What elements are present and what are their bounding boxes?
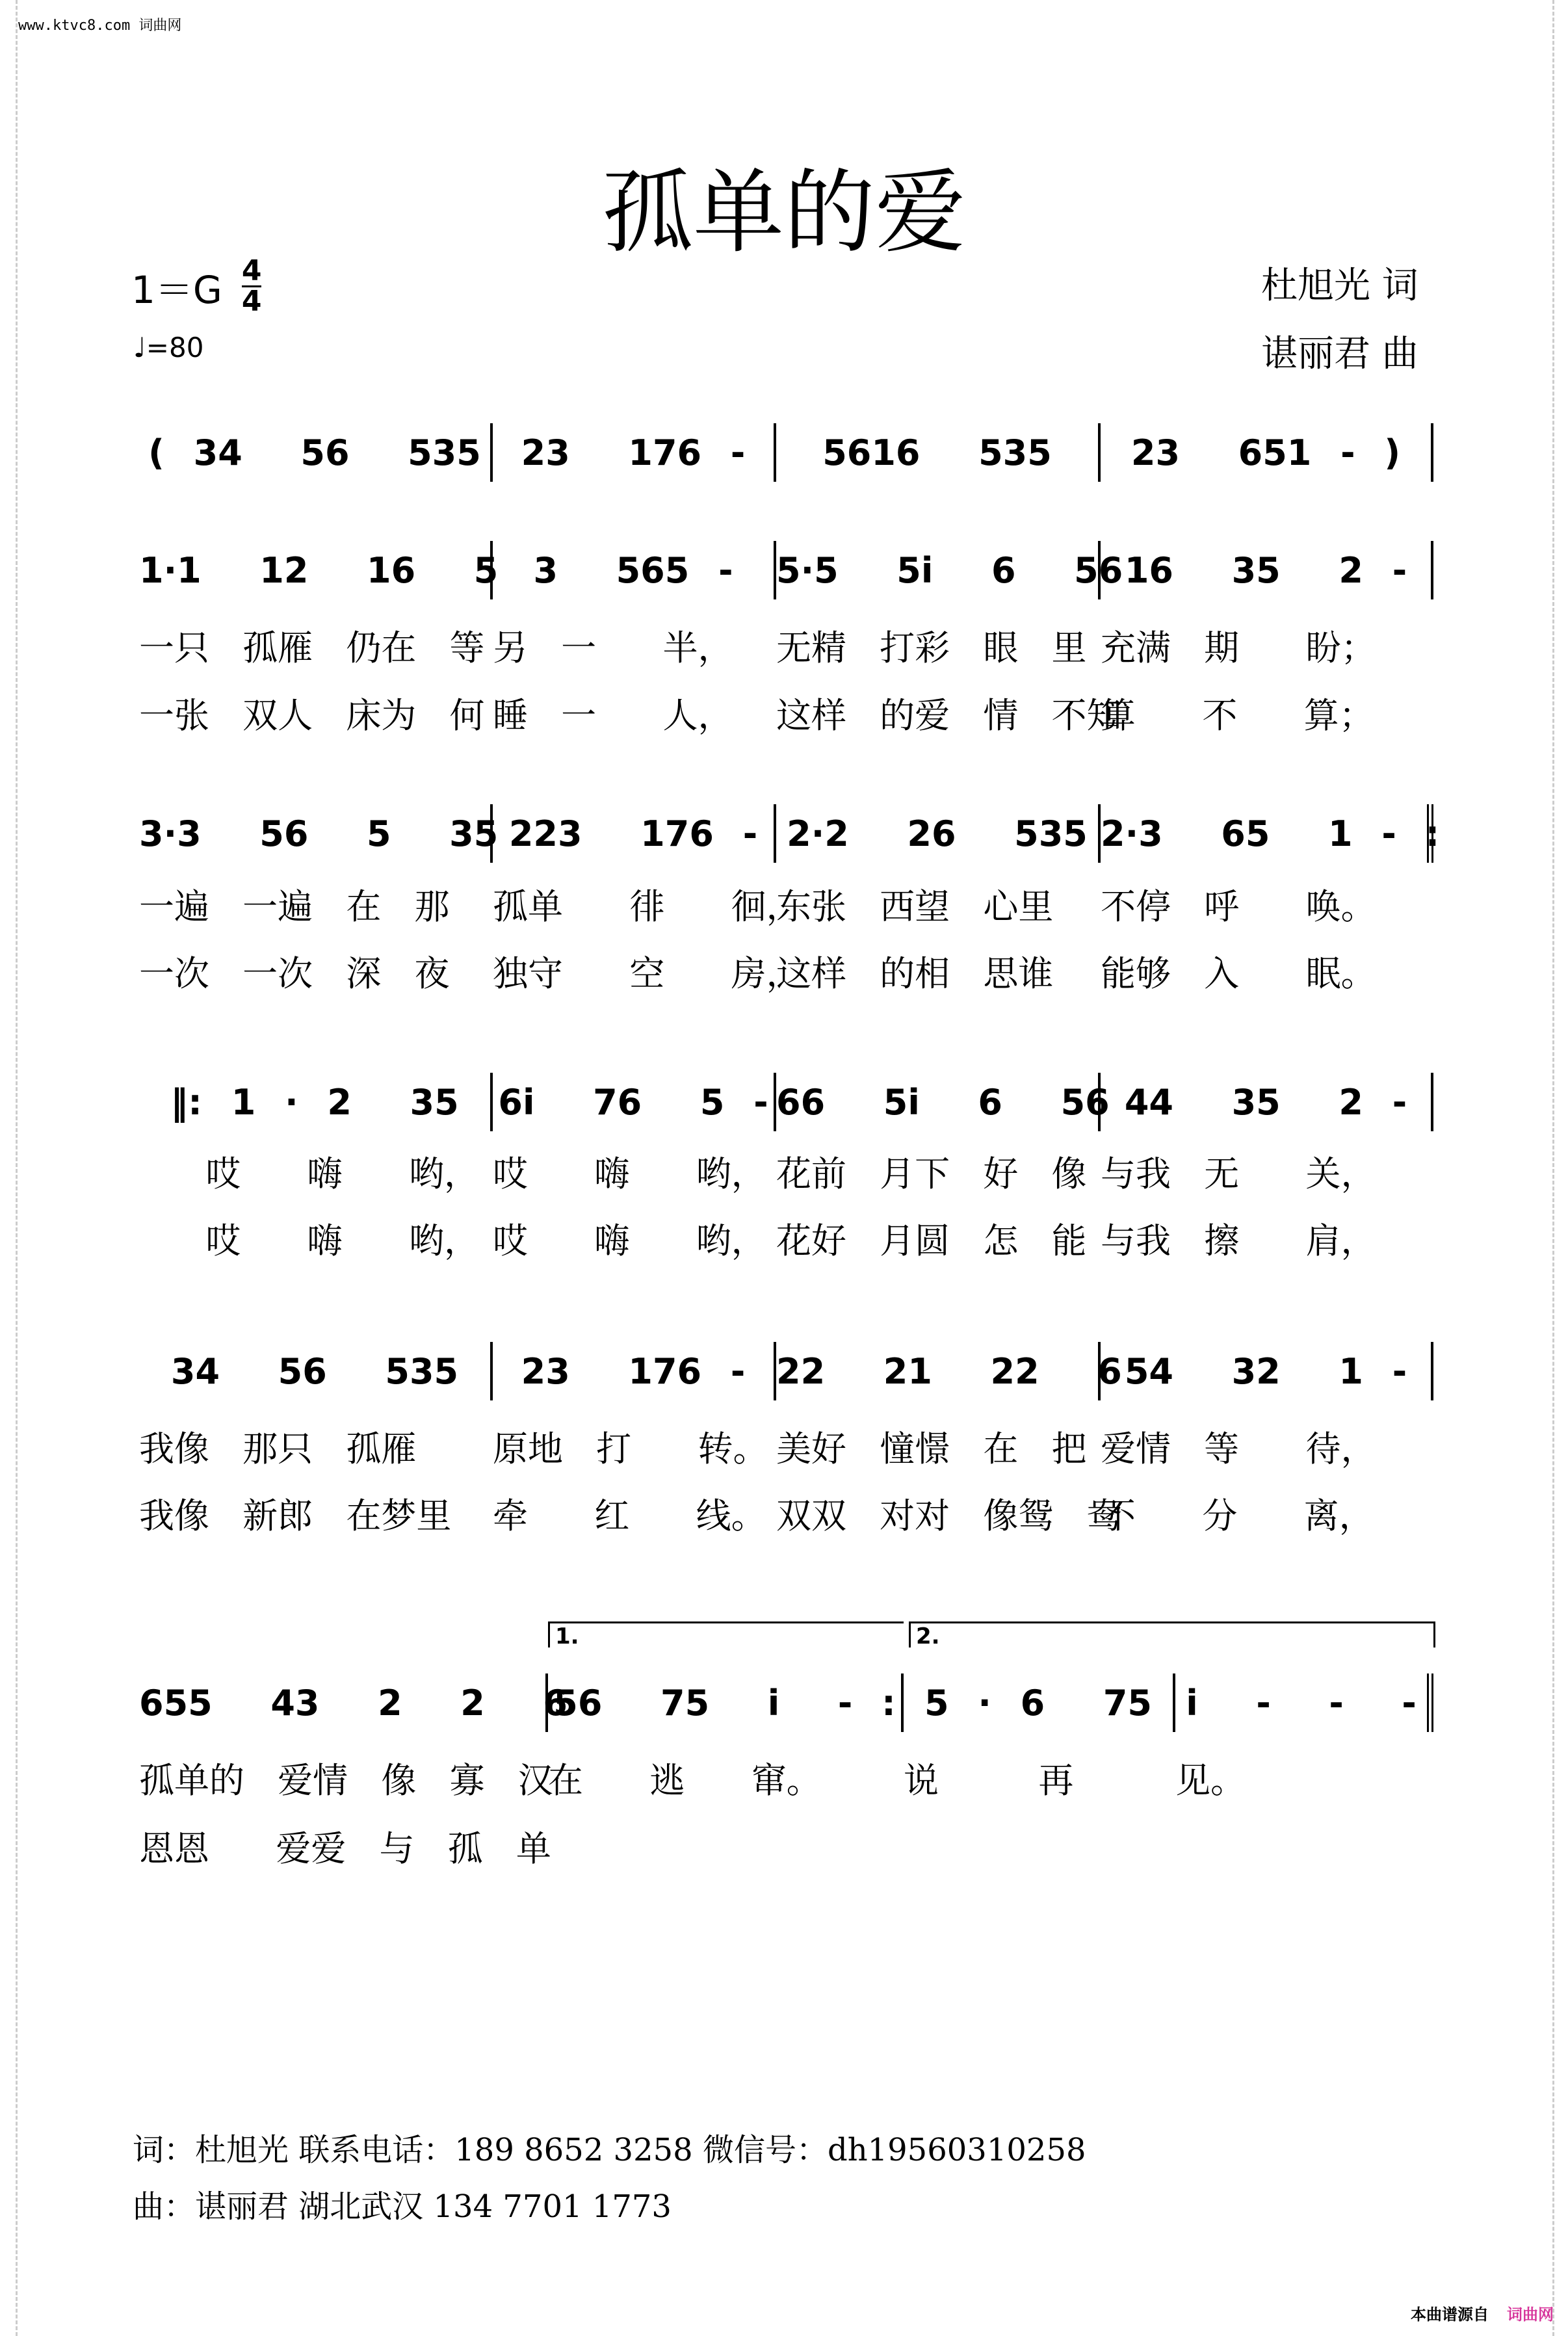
- measure: 1·1 12 16 5: [139, 541, 493, 599]
- lyric-segment: [1175, 1820, 1433, 1872]
- lyric-segment: 东张 西望 心里: [776, 886, 1054, 927]
- measure: 56 75 i - :: [548, 1673, 904, 1732]
- lyricist: 杜旭光 词: [1261, 265, 1418, 307]
- key: 1＝G: [131, 267, 222, 312]
- lyric-segment: 一次 一次 深 夜: [139, 952, 450, 994]
- lyric-segment: 与我 擦 肩，: [1101, 1220, 1376, 1261]
- lyric-segment: 另 一 半，: [493, 627, 733, 668]
- lyric-segment: 美好 憧憬 在 把: [776, 1428, 1087, 1469]
- lyric-segment: 算 不 算；: [1101, 694, 1374, 736]
- measure: 655 43 2 2 6: [139, 1673, 548, 1732]
- measure: i - - -: [1175, 1673, 1433, 1732]
- lyric-segment: 这样 的爱 情 不知: [776, 694, 1122, 736]
- site-header: www.ktvc8.com 词曲网: [18, 18, 182, 34]
- lyric-segment: 恩恩 爱爱 与 孤 单: [139, 1828, 551, 1869]
- left-margin-border: [16, 0, 18, 2336]
- lyric-segment: 哎 嗨 哟，: [139, 1220, 479, 1261]
- lyric-segment: 无精 打彩 眼 里: [776, 627, 1087, 668]
- lyric-segment: 独守 空 房，: [493, 952, 802, 994]
- lyric-segment: 睡 一 人，: [493, 694, 733, 736]
- time-sig-bottom: 4: [241, 285, 262, 318]
- lyrics-line-verse-2: [139, 1212, 1433, 1264]
- key-signature: [131, 254, 262, 318]
- volta-1: 1.: [548, 1621, 904, 1647]
- measure: 5616 535: [776, 423, 1101, 482]
- lyric-segment: 孤单的 爱情 像 寡 汉: [139, 1759, 553, 1801]
- measure: 23 176 -: [493, 1342, 776, 1400]
- notation-row: [139, 1342, 1433, 1400]
- measure: 2·2 26 535: [776, 804, 1101, 863]
- lyric-segment: 原地 打 转。: [493, 1428, 768, 1469]
- lyric-segment: [548, 1820, 904, 1872]
- measure: ( 34 56 535: [139, 423, 493, 482]
- measure: 3·3 56 5 35: [139, 804, 493, 863]
- notation-row: [139, 541, 1433, 599]
- measure: ‖: 1 · 2 35: [139, 1073, 493, 1131]
- measure: 44 35 2 -: [1101, 1073, 1433, 1131]
- lyric-segment: 哎 嗨 哟，: [139, 1153, 479, 1194]
- lyric-segment: 这样 的相 思谁: [776, 952, 1054, 994]
- lyric-segment: 哎 嗨 哟，: [493, 1153, 766, 1194]
- lyric-segment: 一张 双人 床为 何: [139, 694, 485, 736]
- lyric-segment: 爱情 等 待，: [1101, 1428, 1376, 1469]
- lyric-segment: 能够 入 眠。: [1101, 952, 1376, 994]
- lyrics-line-verse-2: [139, 1820, 1433, 1872]
- right-margin-border: [1552, 0, 1554, 2336]
- lyric-segment: 哎 嗨 哟，: [493, 1220, 766, 1261]
- source-site-link[interactable]: 词曲网: [1507, 2305, 1554, 2324]
- lyric-segment: [904, 1820, 1175, 1872]
- measure: 22 21 22 6: [776, 1342, 1101, 1400]
- measure: 3 565 -: [493, 541, 776, 599]
- lyrics-line-verse-1: [139, 1752, 1433, 1804]
- lyric-segment: 不停 呼 唤。: [1101, 886, 1376, 927]
- notation-row: [139, 804, 1440, 863]
- measure: 34 56 535: [139, 1342, 493, 1400]
- measure: 5 · 6 75: [904, 1673, 1175, 1732]
- lyric-segment: 不 分 离，: [1101, 1495, 1374, 1536]
- lyrics-line-verse-1: [139, 619, 1433, 671]
- lyrics-line-verse-2: [139, 1487, 1433, 1539]
- measure: 2·3 65 1 - :: [1101, 804, 1433, 863]
- notation-row: [139, 423, 1433, 482]
- measure: 16 35 2 -: [1101, 541, 1433, 599]
- time-signature: [241, 254, 262, 318]
- time-sig-top: 4: [241, 254, 262, 287]
- lyric-segment: 见。: [1175, 1759, 1246, 1801]
- measure: 6i 76 5 -: [493, 1073, 776, 1131]
- lyrics-line-verse-1: [139, 1420, 1433, 1472]
- lyric-segment: 一只 孤雁 仍在 等: [139, 627, 485, 668]
- lyric-segment: 我像 那只 孤雁: [139, 1428, 417, 1469]
- measure: 23 176 -: [493, 423, 776, 482]
- lyric-segment: 一遍 一遍 在 那: [139, 886, 450, 927]
- lyric-segment: 牵 红 线。: [493, 1495, 766, 1536]
- lyric-segment: 说 再: [904, 1759, 1074, 1801]
- lyric-segment: 充满 期 盼；: [1101, 627, 1376, 668]
- tempo: ♩=80: [133, 332, 204, 363]
- lyric-segment: 花好 月圆 怎 能: [776, 1220, 1087, 1261]
- footer-composer-contact: 曲：谌丽君 湖北武汉 134 7701 1773: [133, 2188, 672, 2225]
- lyric-segment: 与我 无 关，: [1101, 1153, 1376, 1194]
- source-label: 本曲谱源自: [1411, 2305, 1489, 2324]
- lyric-segment: 双双 对对 像鸳 鸯: [776, 1495, 1122, 1536]
- measure: 23 651 - ): [1101, 423, 1433, 482]
- notation-row: [139, 1073, 1433, 1131]
- lyrics-line-verse-1: [139, 878, 1433, 930]
- lyrics-line-verse-2: [139, 945, 1433, 997]
- lyrics-line-verse-1: [139, 1145, 1433, 1197]
- measure: 223 176 -: [493, 804, 776, 863]
- volta-2: 2.: [909, 1621, 1435, 1647]
- measure: 5·5 5i 6 56: [776, 541, 1101, 599]
- lyric-segment: 我像 新郎 在梦里: [139, 1495, 452, 1536]
- lyric-segment: 孤单 徘 徊，: [493, 886, 802, 927]
- measure: 66 5i 6 56: [776, 1073, 1101, 1131]
- lyric-segment: 在 逃 窜。: [548, 1759, 822, 1801]
- lyrics-line-verse-2: [139, 687, 1433, 739]
- notation-row: [139, 1673, 1433, 1732]
- lyric-segment: 花前 月下 好 像: [776, 1153, 1087, 1194]
- song-title: 孤单的爱: [601, 160, 966, 266]
- composer: 谌丽君 曲: [1261, 333, 1418, 375]
- measure: 54 32 1 -: [1101, 1342, 1433, 1400]
- footer-lyricist-contact: 词：杜旭光 联系电话：189 8652 3258 微信号：dh19560310258: [133, 2132, 1086, 2168]
